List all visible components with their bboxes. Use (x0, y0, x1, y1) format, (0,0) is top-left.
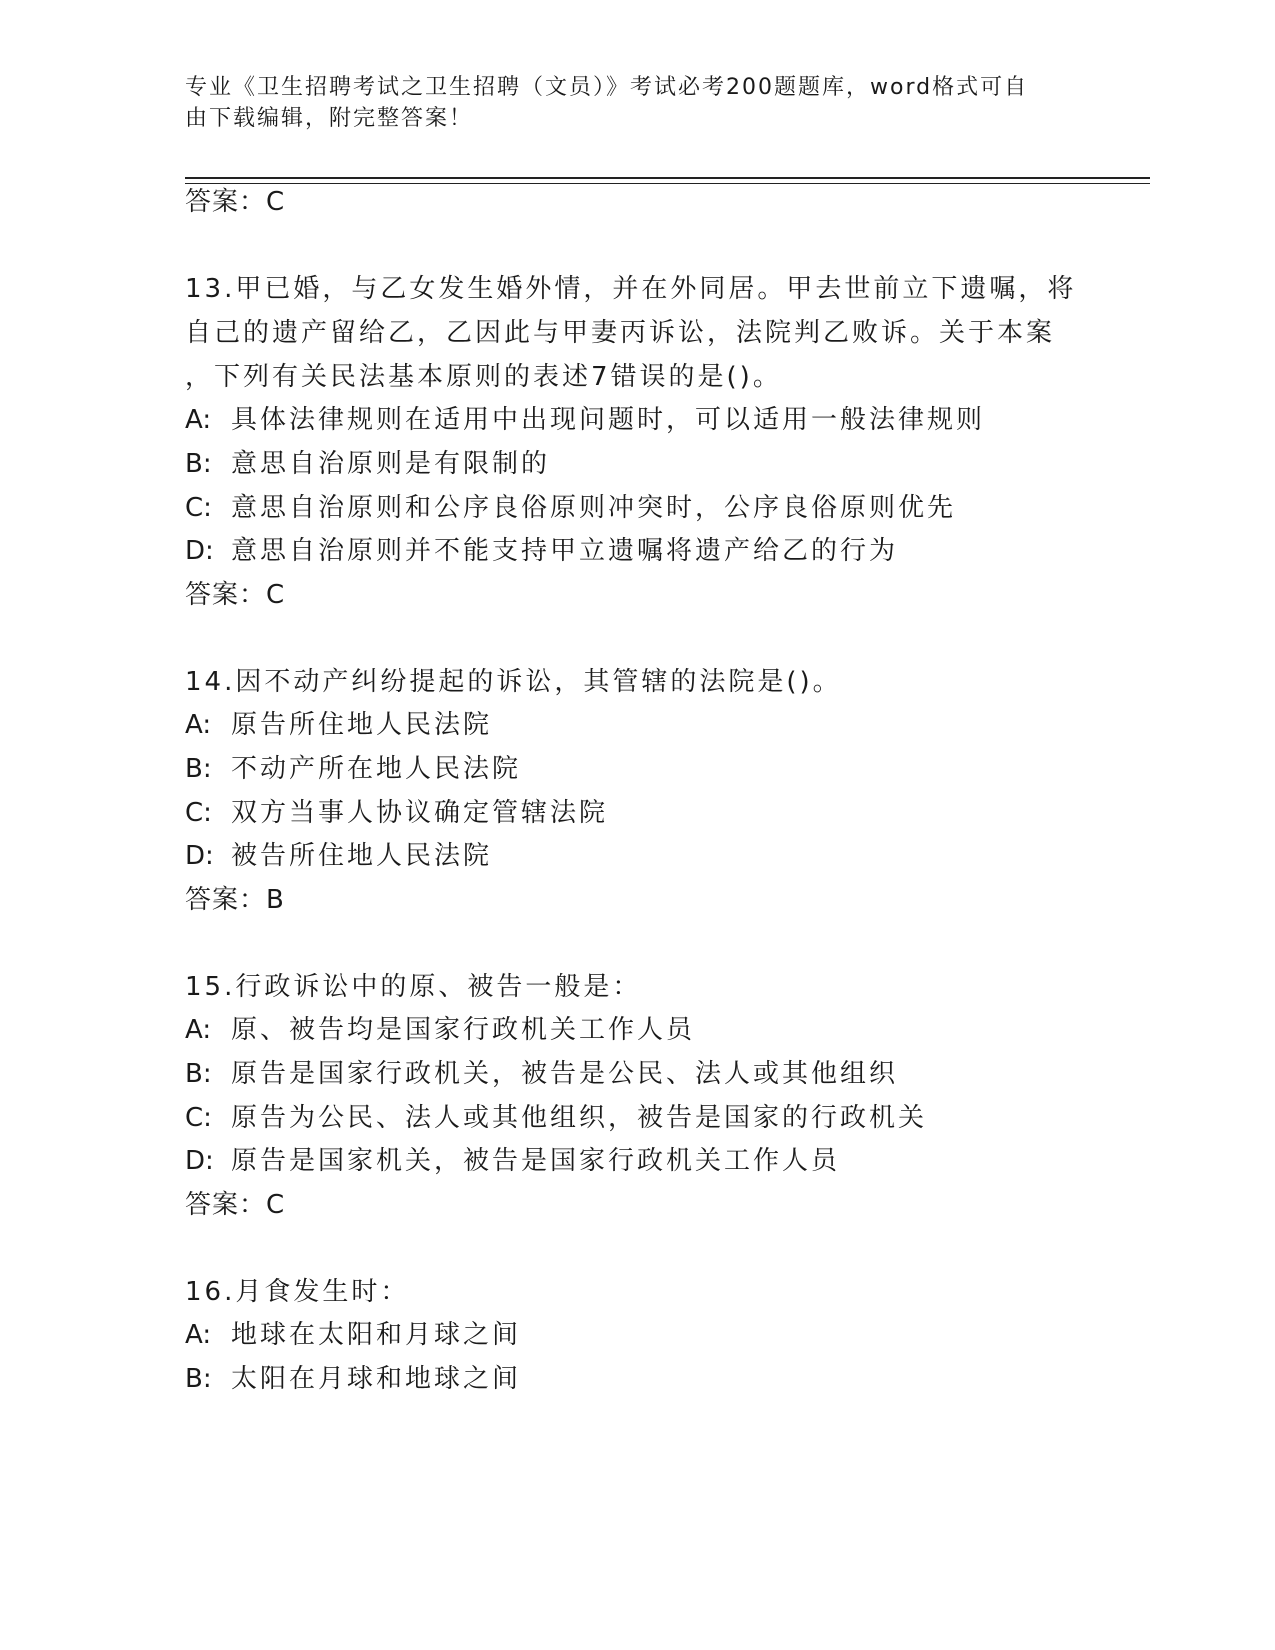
option-a (185, 1318, 521, 1352)
option-letter: C: (185, 1103, 212, 1133)
option-text: 太阳在月球和地球之间 (231, 1364, 522, 1394)
option-letter: B: (185, 1059, 212, 1089)
option-letter: A: (185, 1320, 212, 1350)
answer-line: 答案：B (185, 885, 285, 915)
option-a (185, 708, 492, 742)
header-line-1: 专业《卫生招聘考试之卫生招聘（文员）》考试必考200题题库，word格式可自 (185, 75, 1029, 100)
option-c (185, 1101, 927, 1135)
option-text: 原告所住地人民法院 (231, 710, 493, 740)
option-letter: B: (185, 754, 212, 784)
question-stem-line: ，下列有关民法基本原则的表述7错误的是()。 (185, 362, 782, 392)
option-b (185, 1362, 521, 1396)
header-divider-thin (185, 183, 1150, 184)
header-line-2: 由下载编辑，附完整答案！ (185, 106, 474, 131)
option-b (185, 447, 550, 481)
option-letter: D: (185, 536, 214, 566)
option-a (185, 1013, 695, 1047)
option-text: 意思自治原则并不能支持甲立遗嘱将遗产给乙的行为 (231, 536, 899, 566)
option-c (185, 491, 956, 525)
option-letter: B: (185, 449, 212, 479)
option-text: 不动产所在地人民法院 (231, 754, 522, 784)
option-d (185, 534, 898, 568)
option-letter: D: (185, 841, 214, 871)
option-text: 意思自治原则是有限制的 (231, 449, 551, 479)
question-stem-line: 自己的遗产留给乙，乙因此与甲妻丙诉讼，法院判乙败诉。关于本案 (185, 318, 1056, 348)
option-text: 原告为公民、法人或其他组织，被告是国家的行政机关 (231, 1103, 928, 1133)
option-text: 双方当事人协议确定管辖法院 (231, 798, 609, 828)
option-a (185, 403, 985, 437)
header-divider-thick (185, 177, 1150, 179)
option-text: 被告所住地人民法院 (231, 841, 493, 871)
option-text: 意思自治原则和公序良俗原则冲突时，公序良俗原则优先 (231, 493, 957, 523)
previous-answer: 答案：C (185, 187, 286, 217)
option-d (185, 1144, 840, 1178)
option-letter: B: (185, 1364, 212, 1394)
option-letter: A: (185, 405, 212, 435)
option-letter: A: (185, 1015, 212, 1045)
question-stem-line: 15.行政诉讼中的原、被告一般是： (185, 972, 642, 1002)
option-text: 原、被告均是国家行政机关工作人员 (231, 1015, 696, 1045)
option-b (185, 1057, 898, 1091)
option-text: 地球在太阳和月球之间 (231, 1320, 522, 1350)
option-letter: D: (185, 1146, 214, 1176)
document-header (185, 72, 1065, 134)
question-stem-line: 16.月食发生时： (185, 1277, 410, 1307)
option-text: 原告是国家机关，被告是国家行政机关工作人员 (231, 1146, 841, 1176)
option-letter: C: (185, 798, 212, 828)
option-b (185, 752, 521, 786)
option-letter: A: (185, 710, 212, 740)
answer-line: 答案：C (185, 1190, 286, 1220)
question-stem-line: 13.甲已婚，与乙女发生婚外情，并在外同居。甲去世前立下遗嘱，将 (185, 274, 1077, 304)
option-d (185, 839, 492, 873)
option-letter: C: (185, 493, 212, 523)
option-c (185, 796, 608, 830)
option-text: 具体法律规则在适用中出现问题时，可以适用一般法律规则 (231, 405, 986, 435)
option-text: 原告是国家行政机关，被告是公民、法人或其他组织 (231, 1059, 899, 1089)
question-stem-line: 14.因不动产纠纷提起的诉讼，其管辖的法院是()。 (185, 667, 842, 697)
answer-line: 答案：C (185, 580, 286, 610)
